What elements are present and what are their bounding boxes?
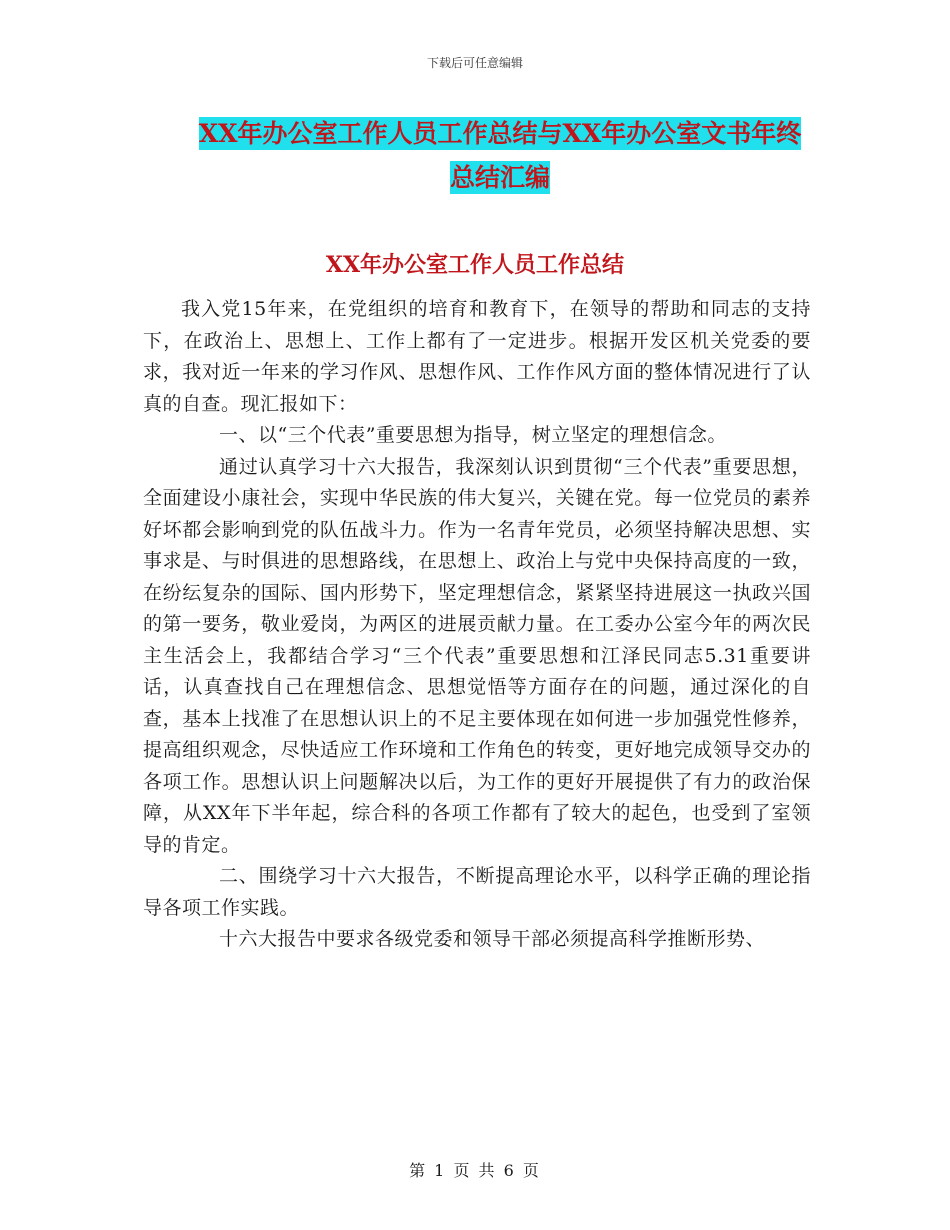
- paragraph-body-1: 通过认真学习十六大报告，我深刻认识到贯彻“三个代表”重要思想，全面建设小康社会，实现中华民族的伟大复兴，关键在党。每一位党员的素养好坏都会影响到党的队伍战斗力。作为一名青年党员，必须坚持解决思想、实事求是、与时俱进的思想路线，在思想上、政治上与党中央保持高度的一致，在纷纭复杂的国际、国内形势下，坚定理想信念，紧紧坚持进展这一执政兴国的第一要务，敬业爱岗，为两区的进展贡献力量。在工委办公室今年的两次民主生活会上，我都结合学习“三个代表”重要思想和江泽民同志5.31重要讲话，认真查找自己在理想信念、思想觉悟等方面存在的问题，通过深化的自查，基本上找准了在思想认识上的不足主要体现在如何进一步加强党性修养，提高组织观念，尽快适应工作环境和工作角色的转变，更好地完成领导交办的各项工作。思想认识上问题解决以后，为工作的更好开展提供了有力的政治保障，从XX年下半年起，综合科的各项工作都有了较大的起色，也受到了室领导的肯定。: [143, 455, 811, 856]
- document-title: [150, 112, 850, 200]
- document-body: [143, 294, 811, 956]
- document-title-line-1: XX年办公室工作人员工作总结与XX年办公室文书年终: [198, 119, 802, 148]
- document-title-line-2: 总结汇编: [449, 163, 550, 192]
- paragraph-body-2: 十六大报告中要求各级党委和领导干部必须提高科学推断形势、: [219, 928, 766, 950]
- header-note: 下载后可任意编辑: [426, 56, 523, 70]
- section-title: XX年办公室工作人员工作总结: [325, 252, 625, 278]
- page-footer: 第 1 页 共 6 页: [409, 1161, 541, 1180]
- paragraph-heading-2: 二、围绕学习十六大报告，不断提高理论水平，以科学正确的理论指导各项工作实践。: [143, 865, 811, 919]
- paragraph-heading-1: 一、以“三个代表”重要思想为指导，树立坚定的理想信念。: [219, 424, 727, 446]
- paragraph-intro: 我入党15年来，在党组织的培育和教育下，在领导的帮助和同志的支持下，在政治上、思想上、工作上都有了一定进步。根据开发区机关党委的要求，我对近一年来的学习作风、思想作风、工作作风方面的整体情况进行了认真的自查。现汇报如下：: [143, 298, 811, 415]
